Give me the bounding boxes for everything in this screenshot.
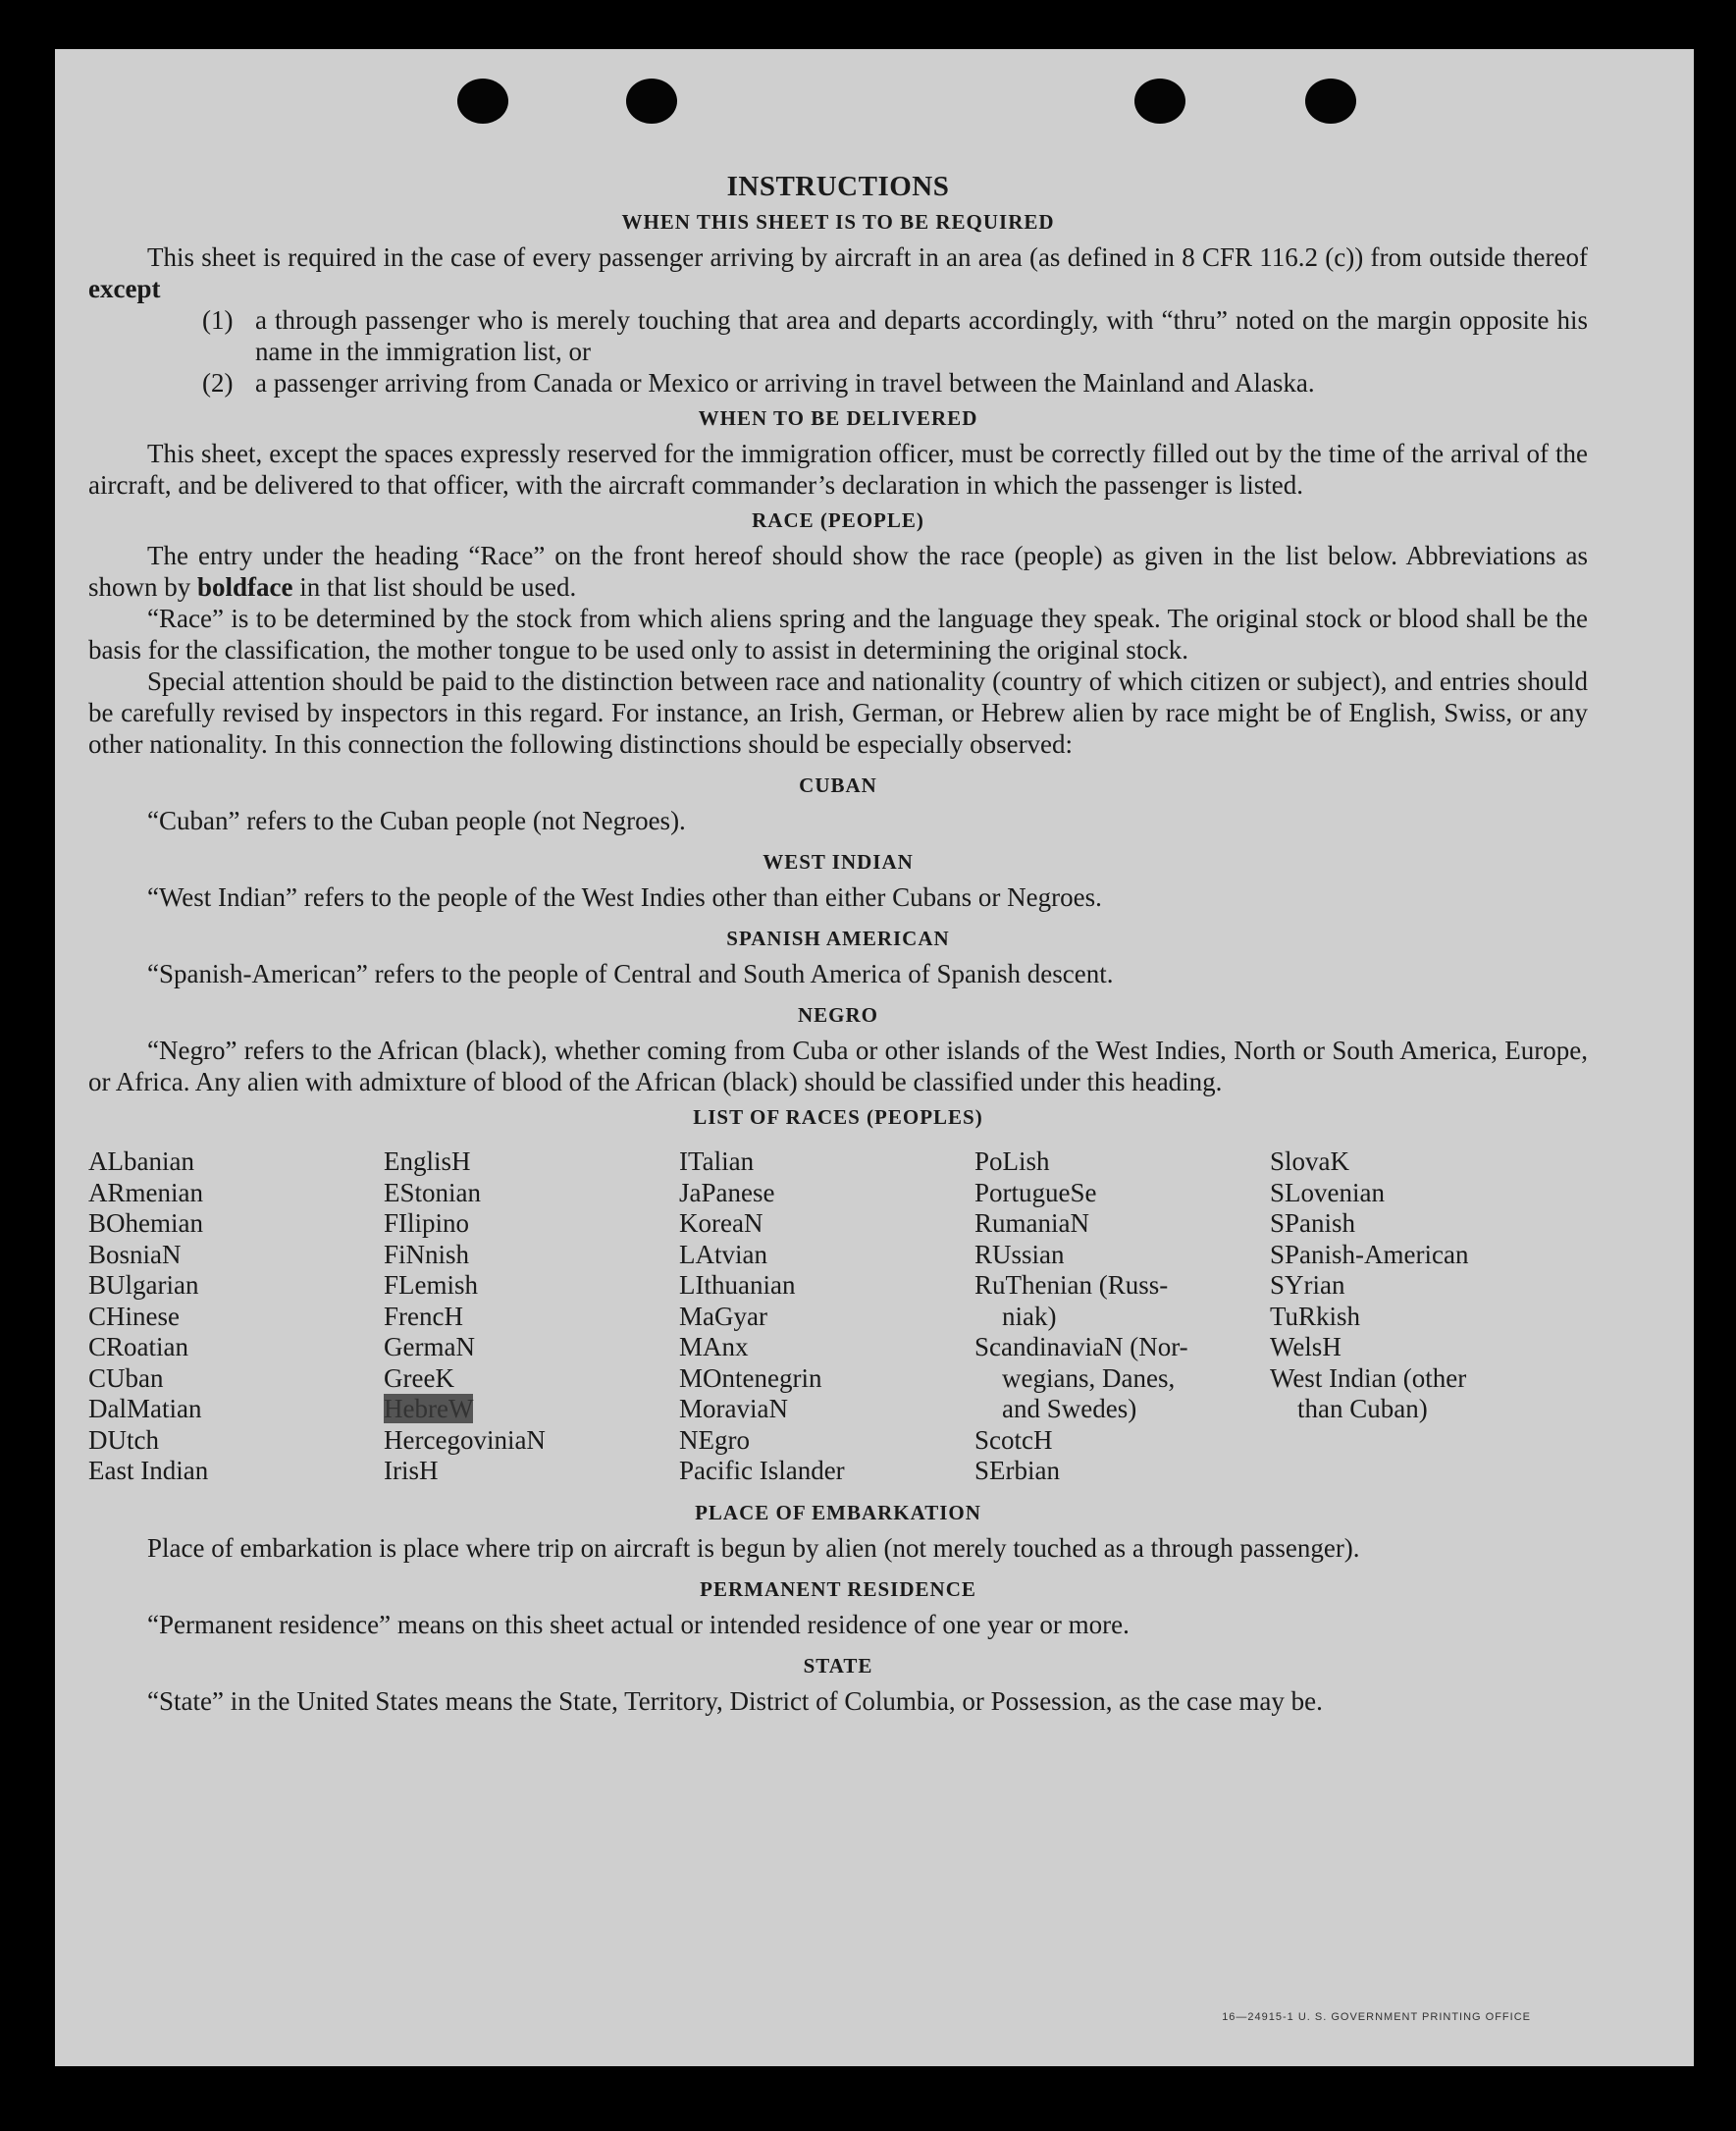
race-entry: BUlgarian: [88, 1270, 199, 1300]
race-entry: CHinese: [88, 1301, 180, 1331]
item-number: (2): [202, 368, 234, 398]
race-entry: SLovenian: [1270, 1177, 1385, 1207]
race-entry: GermaN: [384, 1332, 475, 1361]
race-entry: WelsH: [1270, 1332, 1341, 1361]
residence-text: “Permanent residence” means on this sheet actual or intended residence of one year or more.: [147, 1609, 1130, 1639]
race-entry: ITalian: [679, 1146, 755, 1176]
race-entry: MoraviaN: [679, 1394, 788, 1423]
race-entry: BOhemian: [88, 1208, 203, 1238]
heading-permanent-residence: PERMANENT RESIDENCE: [700, 1576, 976, 1601]
item-text: a through passenger who is merely touching that area and departs accordingly, with “thru” noted on the margin opposite his name in the immigration list, or: [255, 305, 1588, 366]
race-entry: than Cuban): [1297, 1394, 1428, 1423]
race-entry: MaGyar: [679, 1301, 767, 1331]
cuban-text: “Cuban” refers to the Cuban people (not Negroes).: [147, 806, 686, 835]
race-entry: PortugueSe: [974, 1177, 1097, 1207]
race-paragraph-3: Special attention should be paid to the distinction between race and nationality (country of which citizen or subject), and entries should be carefully revised by inspectors in this regard. For instance, an Irish, German, or Hebrew alien by race might be of English, Swiss, or any other nationality. In this connection the following distinctions should be especially observed:: [88, 666, 1588, 759]
race-entry: EStonian: [384, 1177, 481, 1207]
document-page: [55, 49, 1694, 2066]
race-entry: IrisH: [384, 1456, 439, 1485]
race-p1-after: in that list should be used.: [299, 572, 577, 602]
races-column: [679, 1146, 974, 1487]
punch-hole: [626, 79, 677, 124]
race-entry: CUban: [88, 1362, 164, 1393]
race-entry: LIthuanian: [679, 1270, 796, 1300]
heading-negro: NEGRO: [797, 1003, 878, 1027]
required-lead: [88, 241, 1588, 304]
race-entry: SYrian: [1270, 1270, 1345, 1300]
heading-race: RACE (PEOPLE): [752, 508, 924, 532]
punch-hole: [1305, 79, 1356, 124]
item-text: a passenger arriving from Canada or Mexico or arriving in travel between the Mainland and Alaska.: [255, 368, 1315, 398]
race-entry: East Indian: [88, 1456, 209, 1485]
race-entry: BosniaN: [88, 1239, 182, 1269]
race-entry: RUssian: [974, 1239, 1065, 1269]
instructions-body: [88, 171, 1588, 1717]
races-column: [1270, 1146, 1564, 1487]
races-list: [88, 1146, 1588, 1487]
race-entry: and Swedes): [1002, 1394, 1137, 1423]
state-text: “State” in the United States means the State, Territory, District of Columbia, or Possession, as the case may be.: [147, 1685, 1323, 1716]
race-entry: NEgro: [679, 1424, 750, 1455]
race-entry: JaPanese: [679, 1177, 775, 1207]
race-entry: FIlipino: [384, 1208, 470, 1238]
heading-when-required: WHEN THIS SHEET IS TO BE REQUIRED: [621, 210, 1055, 234]
item-number: (1): [202, 305, 234, 335]
race-paragraph-2: “Race” is to be determined by the stock from which aliens spring and the language they speak. The original stock or blood shall be the basis for the classification, the mother tongue to be used only to assist in determining the original stock.: [88, 604, 1588, 665]
race-entry: FrencH: [384, 1301, 463, 1331]
spanish-american-text: “Spanish-American” refers to the people of Central and South America of Spanish descent.: [147, 959, 1114, 988]
race-entry: Pacific Islander: [679, 1456, 845, 1485]
races-column: [384, 1146, 679, 1487]
race-entry: wegians, Danes,: [1002, 1362, 1176, 1393]
required-lead-text: This sheet is required in the case of every passenger arriving by aircraft in an area (as defined in 8 CFR 116.2 (c)) from outside thereof: [147, 242, 1588, 272]
heading-list-of-races: LIST OF RACES (PEOPLES): [693, 1105, 983, 1129]
race-p1-bold: boldface: [197, 572, 293, 602]
race-entry: EnglisH: [384, 1146, 471, 1176]
race-entry: niak): [1002, 1301, 1057, 1331]
race-entry: West Indian (other: [1270, 1362, 1467, 1393]
punch-hole: [457, 79, 508, 124]
required-item: [88, 304, 1588, 367]
race-entry: SPanish: [1270, 1208, 1356, 1238]
required-item: [88, 367, 1588, 399]
printer-imprint: 16—24915-1 U. S. GOVERNMENT PRINTING OFFICE: [1222, 2011, 1531, 2023]
race-entry: KoreaN: [679, 1208, 763, 1238]
race-entry: TuRkish: [1270, 1301, 1361, 1331]
required-lead-bold: except: [88, 274, 161, 303]
negro-text: “Negro” refers to the African (black), whether coming from Cuba or other islands of the West Indies, North or South America, Europe, or Africa. Any alien with admixture of blood of the African (black) should be classified under this heading.: [88, 1036, 1588, 1096]
race-entry: ALbanian: [88, 1146, 194, 1176]
punch-hole: [1134, 79, 1185, 124]
heading-when-delivered: WHEN TO BE DELIVERED: [698, 406, 978, 430]
race-entry: RumaniaN: [974, 1208, 1089, 1238]
race-entry: FLemish: [384, 1270, 479, 1300]
race-entry: MAnx: [679, 1332, 749, 1361]
races-column: [88, 1146, 384, 1487]
race-entry: SErbian: [974, 1456, 1060, 1485]
race-entry: ScandinaviaN (Nor-: [974, 1332, 1188, 1361]
embarkation-text: Place of embarkation is place where trip on aircraft is begun by alien (not merely touched as a through passenger).: [147, 1532, 1360, 1563]
race-entry: CRoatian: [88, 1332, 188, 1361]
race-entry: RuThenian (Russ-: [974, 1270, 1169, 1300]
heading-west-indian: WEST INDIAN: [763, 850, 914, 874]
race-p1-text: The entry under the heading “Race” on the front hereof should show the race (people) as given in the list below. Abbreviations as shown by: [88, 541, 1588, 602]
race-entry: PoLish: [974, 1146, 1050, 1176]
race-entry: SPanish-American: [1270, 1239, 1469, 1269]
race-entry: HebreW: [384, 1394, 474, 1423]
race-paragraph-1: [88, 540, 1588, 603]
races-column: [974, 1146, 1270, 1487]
race-entry: HercegoviniaN: [384, 1424, 546, 1455]
west-indian-text: “West Indian” refers to the people of the West Indies other than either Cubans or Negroes.: [147, 882, 1102, 912]
race-entry: LAtvian: [679, 1239, 767, 1269]
race-entry: MOntenegrin: [679, 1362, 822, 1393]
heading-state: STATE: [803, 1653, 873, 1678]
race-entry: DalMatian: [88, 1394, 202, 1423]
race-entry: FiNnish: [384, 1239, 470, 1269]
race-entry: ScotcH: [974, 1424, 1053, 1455]
heading-embarkation: PLACE OF EMBARKATION: [695, 1500, 981, 1524]
race-entry: SlovaK: [1270, 1146, 1349, 1176]
heading-cuban: CUBAN: [799, 773, 877, 797]
heading-spanish-american: SPANISH AMERICAN: [726, 927, 950, 950]
race-entry: ARmenian: [88, 1177, 203, 1207]
page-title: INSTRUCTIONS: [726, 171, 950, 202]
race-entry: GreeK: [384, 1362, 454, 1393]
delivered-text: This sheet, except the spaces expressly reserved for the immigration officer, must be correctly filled out by the time of the arrival of the aircraft, and be delivered to that officer, with the aircraft commander’s declaration in which the passenger is listed.: [88, 439, 1588, 500]
race-entry: DUtch: [88, 1424, 159, 1455]
